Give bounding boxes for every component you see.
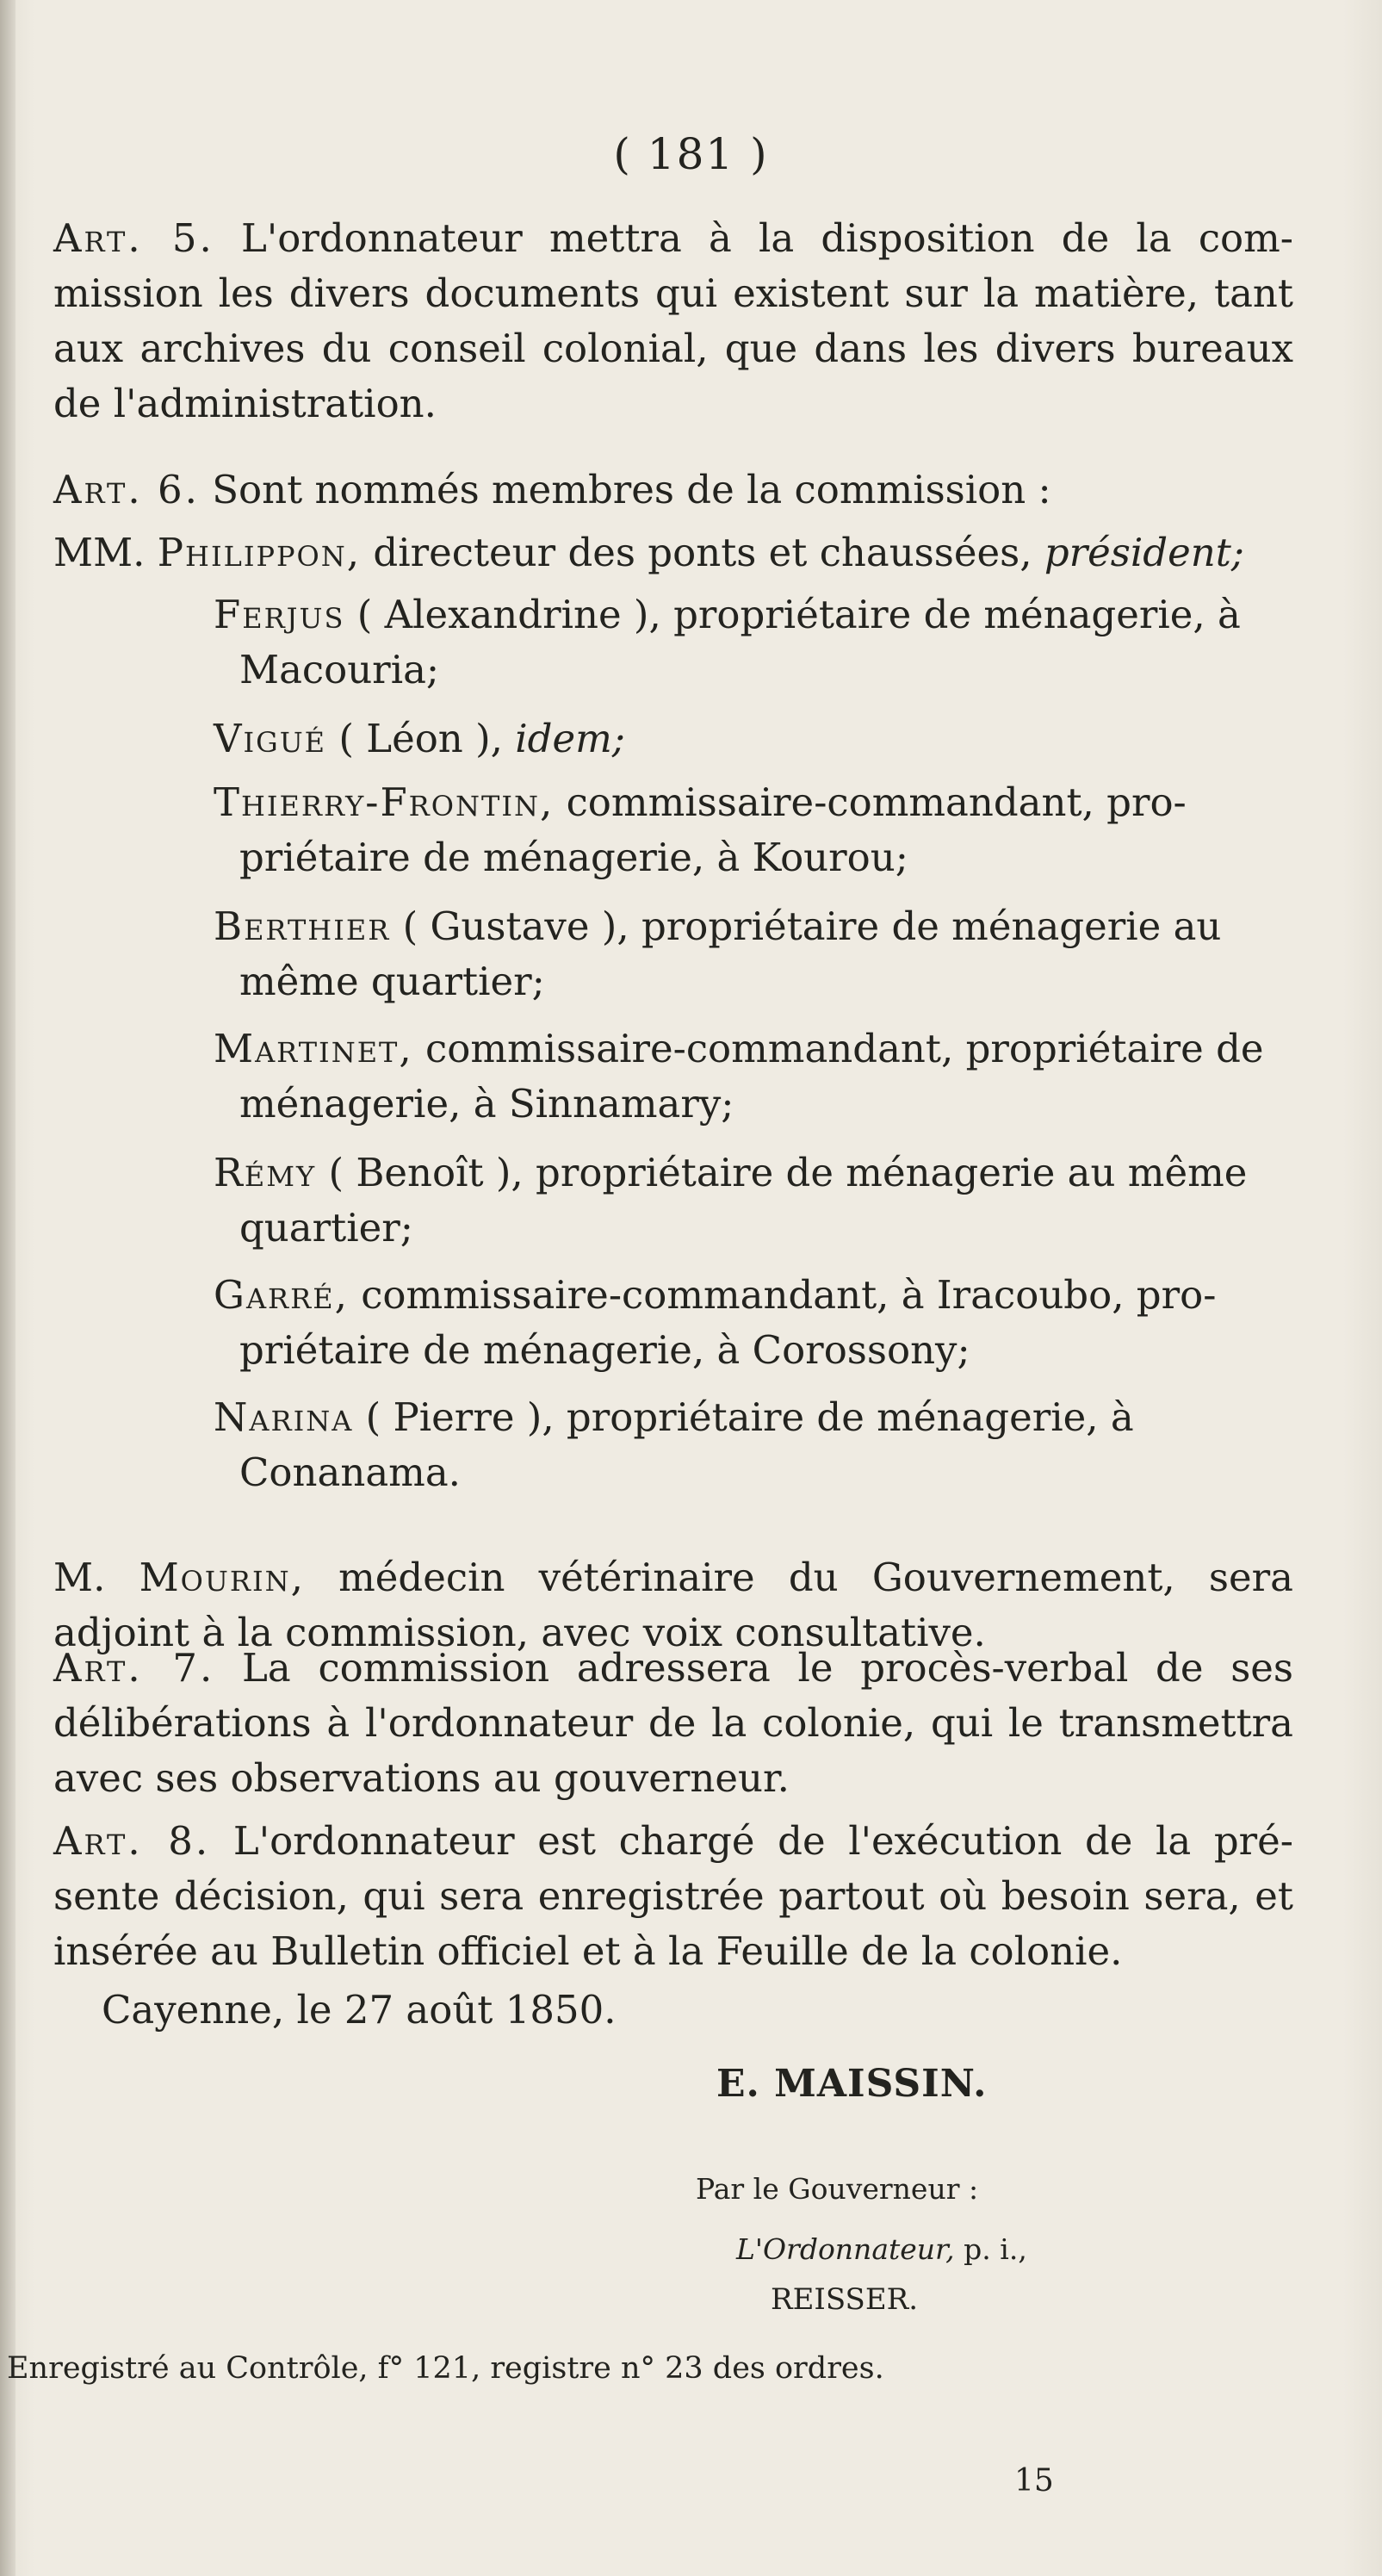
member-9-text: ( Pierre ), propriétaire de ménagerie, à Conanama. bbox=[239, 1394, 1134, 1495]
par-le-gouverneur: Par le Gouverneur : bbox=[696, 2172, 979, 2206]
member-1-name: Philippon, bbox=[157, 530, 362, 575]
member-7-name: Rémy bbox=[214, 1150, 317, 1195]
article-5-text: L'ordonnateur mettra à la disposition de la com-mission les divers documents qui existent sur la matière, tant aux archives du conseil colonial, que dans les divers bureaux de l'administration. bbox=[53, 215, 1294, 426]
mourin-text: médecin vétérinaire du Gouvernement, sera adjoint à la commission, avec voix consultative. bbox=[53, 1555, 1293, 1655]
article-7 bbox=[53, 1641, 1293, 1806]
member-2-name: Ferjus bbox=[214, 592, 345, 637]
member-3-role: idem; bbox=[515, 716, 625, 761]
date-line: Cayenne, le 27 août 1850. bbox=[102, 1987, 617, 2033]
member-vigue bbox=[214, 711, 1298, 767]
ordonnateur-line bbox=[736, 2232, 1027, 2267]
members-prefix: MM. bbox=[53, 530, 146, 575]
bottom-page-number: 15 bbox=[1014, 2463, 1054, 2498]
article-5-label: Art. 5. bbox=[53, 215, 214, 261]
article-8-label: Art. 8. bbox=[53, 1818, 211, 1864]
member-remy bbox=[214, 1145, 1298, 1256]
member-8-name: Garré, bbox=[214, 1272, 349, 1318]
mourin-name: Mourin, bbox=[139, 1555, 305, 1600]
article-8-text: L'ordonnateur est chargé de l'exécution de la pré-sente décision, qui sera enregistrée partout où besoin sera, et insérée au Bulletin officiel et à la Feuille de la colonie. bbox=[53, 1818, 1293, 1974]
member-6-text: commissaire-commandant, propriétaire de ménagerie, à Sinnamary; bbox=[239, 1026, 1264, 1127]
page-binding-edge bbox=[0, 0, 15, 2576]
member-thierry-frontin bbox=[214, 775, 1298, 885]
member-3-name: Vigué bbox=[214, 716, 327, 761]
member-2-text: ( Alexandrine ), propriétaire de ménagerie, à Macouria; bbox=[239, 592, 1241, 692]
member-philippon bbox=[53, 525, 1302, 580]
signature-maissin: E. MAISSIN. bbox=[716, 2062, 988, 2106]
mourin-prefix: M. bbox=[53, 1555, 106, 1600]
member-garre bbox=[214, 1268, 1298, 1378]
page-number: ( 181 ) bbox=[613, 129, 769, 179]
member-narina bbox=[214, 1390, 1298, 1500]
member-1-role: président; bbox=[1044, 530, 1244, 575]
article-7-label: Art. 7. bbox=[53, 1645, 215, 1691]
member-6-name: Martinet, bbox=[214, 1026, 413, 1071]
article-6 bbox=[53, 462, 1293, 518]
article-7-text: La commission adressera le procès-verbal de ses délibérations à l'ordonnateur de la colonie, qui le transmettra avec ses observations au gouverneur. bbox=[53, 1645, 1294, 1801]
member-4-name: Thierry-Frontin, bbox=[214, 779, 555, 825]
member-berthier bbox=[214, 899, 1298, 1009]
registration-line: Enregistré au Contrôle, f° 121, registre n° 23 des ordres. bbox=[7, 2351, 884, 2386]
member-ferjus bbox=[214, 587, 1298, 698]
member-5-name: Berthier bbox=[214, 903, 391, 949]
article-6-label: Art. 6. bbox=[53, 467, 200, 512]
member-7-text: ( Benoît ), propriétaire de ménagerie au même quartier; bbox=[239, 1150, 1248, 1251]
member-4-text: commissaire-commandant, pro-priétaire de ménagerie, à Kourou; bbox=[239, 779, 1187, 880]
article-6-text: Sont nommés membres de la commission : bbox=[212, 467, 1051, 512]
ordonnateur-pi: p. i., bbox=[964, 2232, 1027, 2266]
article-8 bbox=[53, 1814, 1293, 1979]
ordonnateur-name: REISSER. bbox=[771, 2282, 919, 2317]
member-martinet bbox=[214, 1021, 1298, 1132]
member-8-text: commissaire-commandant, à Iracoubo, pro-priétaire de ménagerie, à Corossony; bbox=[239, 1272, 1217, 1373]
member-3-text: ( Léon ), bbox=[338, 716, 503, 761]
ordonnateur-title: L'Ordonnateur, bbox=[736, 2232, 955, 2266]
member-5-text: ( Gustave ), propriétaire de ménagerie au même quartier; bbox=[239, 903, 1222, 1004]
member-1-text: directeur des ponts et chaussées, bbox=[373, 530, 1032, 575]
member-9-name: Narina bbox=[214, 1394, 354, 1440]
article-5 bbox=[53, 211, 1293, 431]
